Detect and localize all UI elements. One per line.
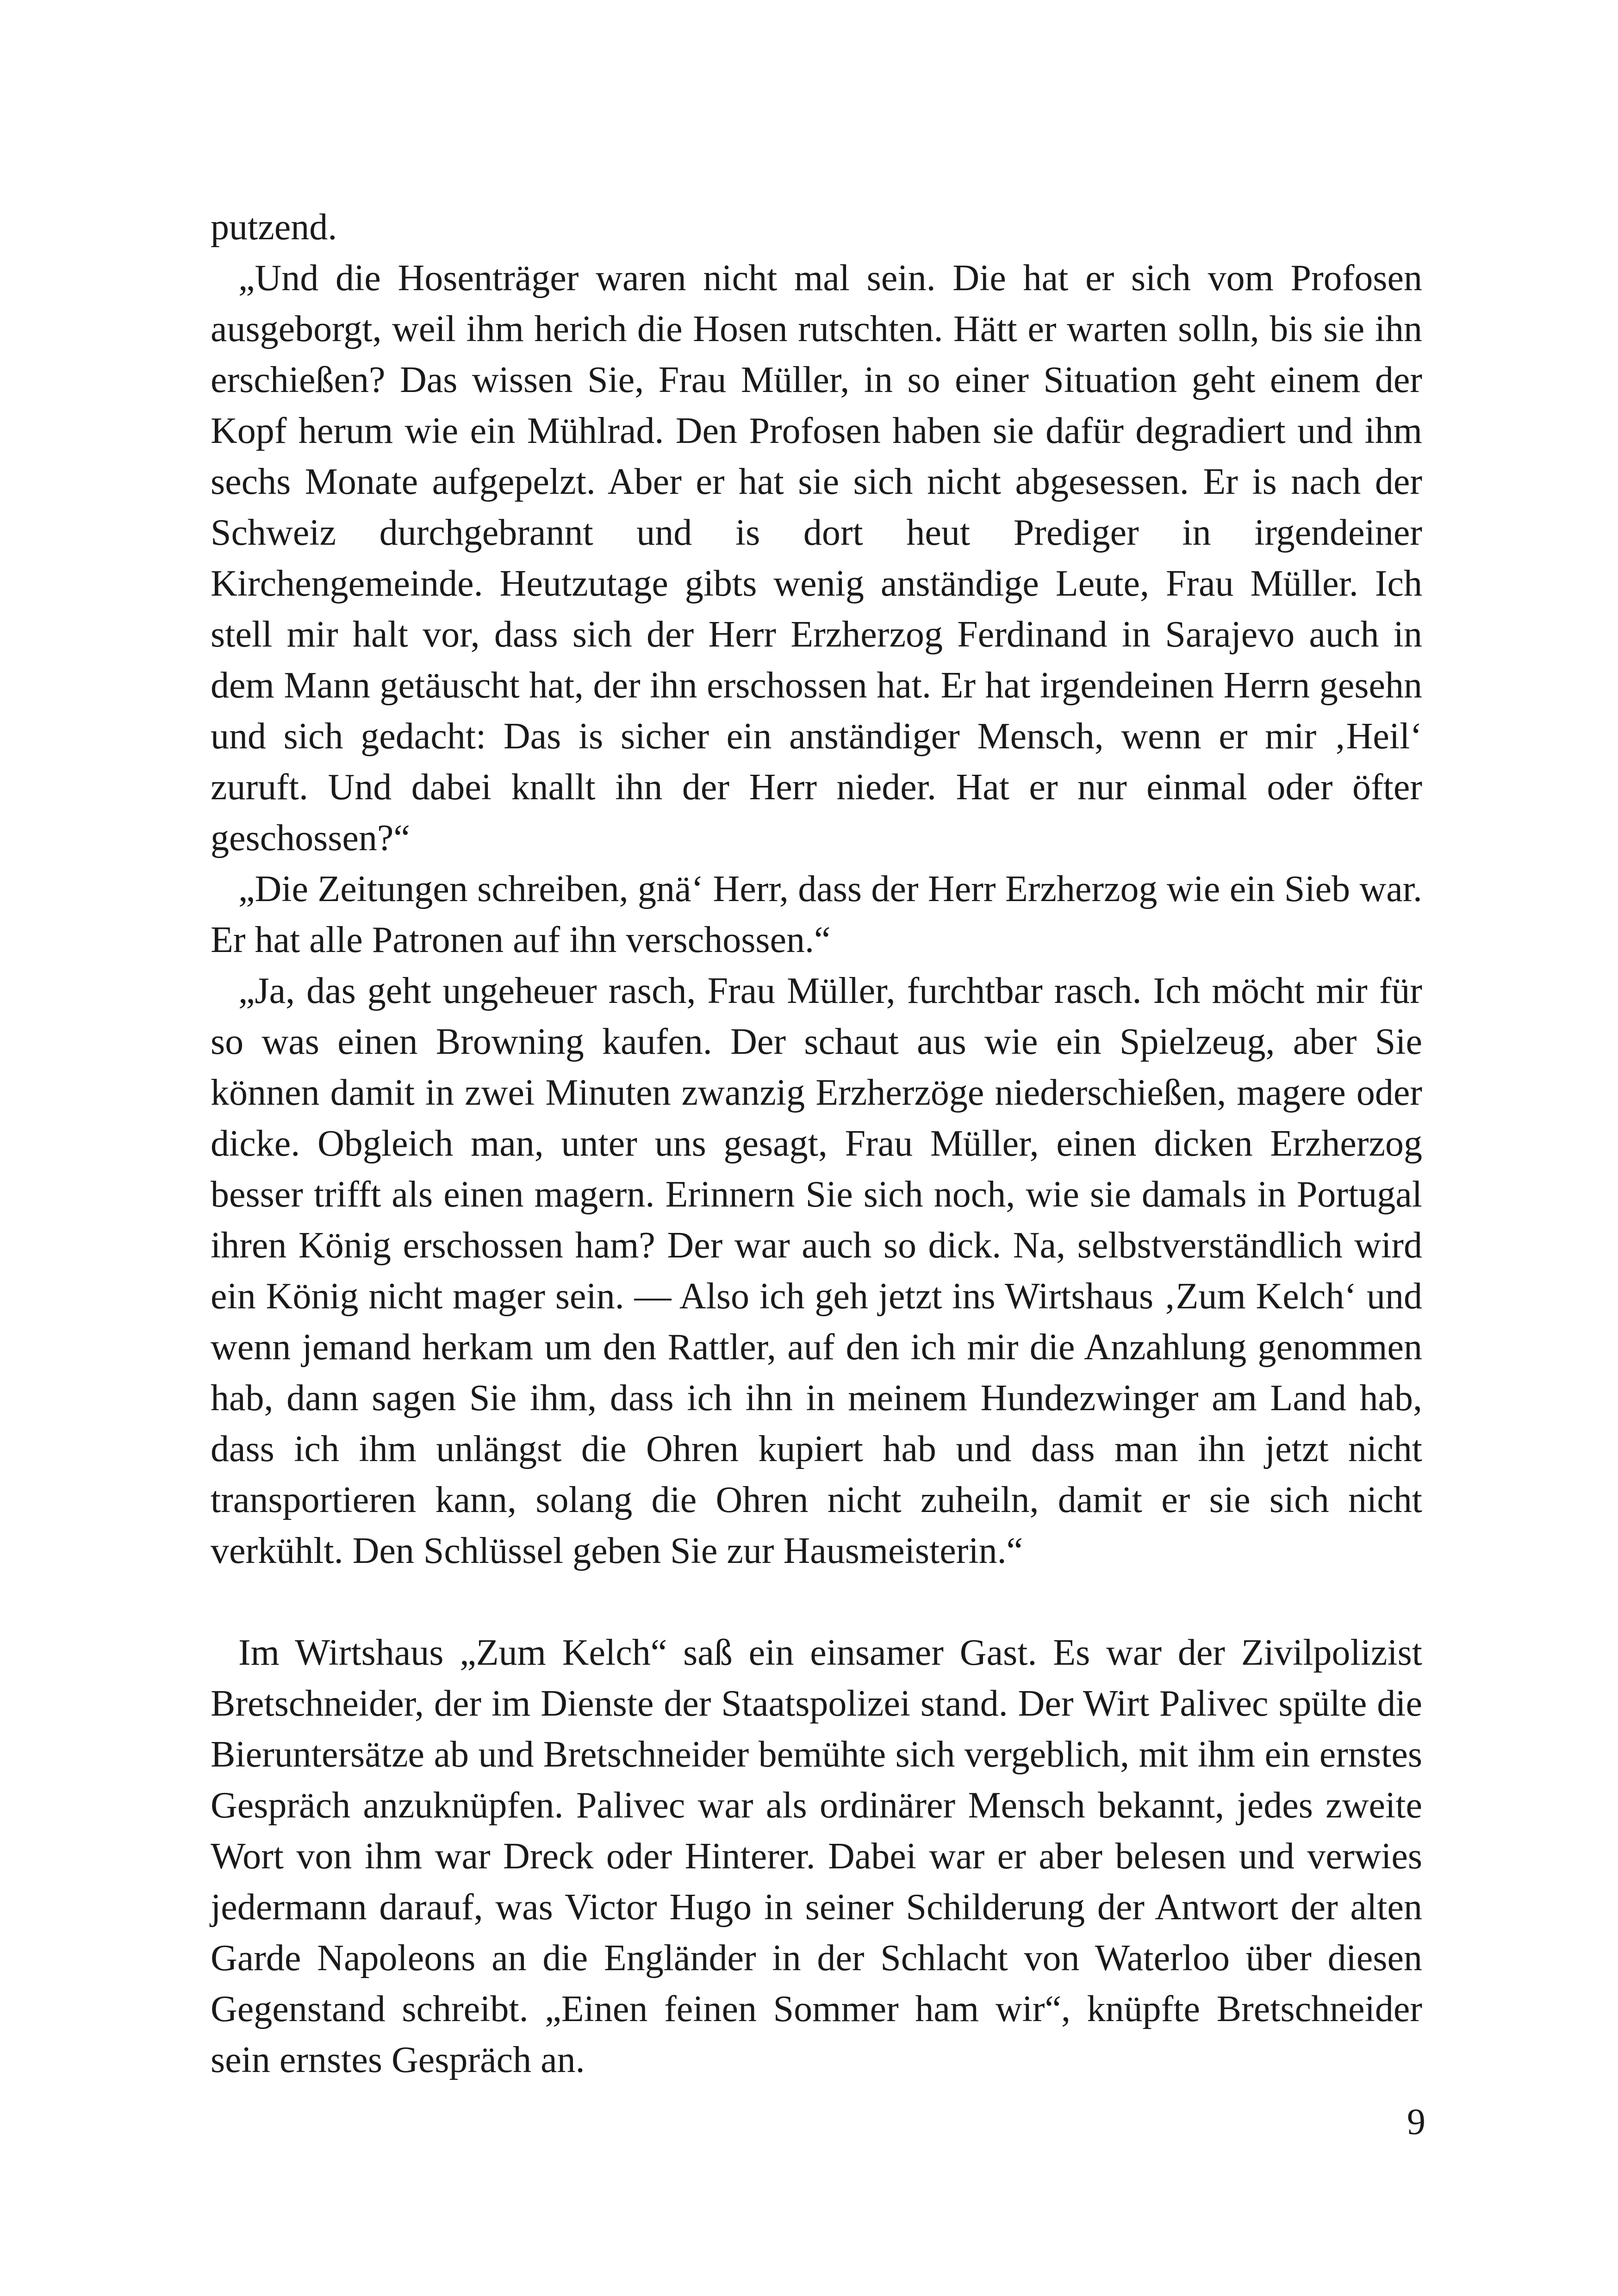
paragraph-dialogue-2: „Die Zeitungen schreiben, gnä‘ Herr, dass der Herr Erzherzog wie ein Sieb war. Er hat alle Patronen auf ihn verschossen.“ xyxy=(211,869,1422,960)
paragraph-narrative: Im Wirtshaus „Zum Kelch“ saß ein einsamer Gast. Es war der Zivilpolizist Bretschneider, der im Dienste der Staatspolizei stand. Der Wirt Palivec spülte die Bieruntersätze ab und Bretschneider bemühte sich vergeblich, mit ihm ein ernstes Gespräch anzuknüpfen. Palivec war als ordinärer Mensch bekannt, jedes zweite Wort von ihm war Dreck oder Hinterer. Dabei war er aber belesen und verwies jedermann darauf, was Victor Hugo in seiner Schilderung der Antwort der alten Garde Napoleons an die Engländer in der Schlacht von Waterloo über diesen Gegenstand schreibt. „Einen feinen Sommer ham wir“, knüpfte Bretschneider sein ernstes Gespräch an. xyxy=(211,1632,1422,2080)
page-number: 9 xyxy=(1407,2102,1425,2142)
paragraph-dialogue-1: „Und die Hosenträger waren nicht mal sein. Die hat er sich vom Profosen ausgeborgt, weil ihm herich die Hosen rutschten. Hätt er warten solln, bis sie ihn erschießen? Das wissen Sie, Frau Müller, in so einer Situation geht einem der Kopf herum wie ein Mühlrad. Den Profosen haben sie dafür degradiert und ihm sechs Monate aufgepelzt. Aber er hat sie sich nicht abgesessen. Er is nach der Schweiz durchgebrannt und is dort heut Prediger in irgendeiner Kirchengemeinde. Heutzutage gibts wenig anständige Leute, Frau Müller. Ich stell mir halt vor, dass sich der Herr Erzherzog Ferdinand in Sarajevo auch in dem Mann getäuscht hat, der ihn erschossen hat. Er hat irgendeinen Herrn gesehn und sich gedacht: Das is sicher ein anständiger Mensch, wenn er mir ‚Heil‘ zuruft. Und dabei knallt ihn der Herr nieder. Hat er nur einmal oder öfter geschossen?“ xyxy=(211,258,1422,859)
body-text xyxy=(211,202,1422,2085)
paragraph-continuation: putzend. xyxy=(211,207,337,248)
paragraph-dialogue-3: „Ja, das geht ungeheuer rasch, Frau Müller, furchtbar rasch. Ich möcht mir für so was einen Browning kaufen. Der schaut aus wie ein Spielzeug, aber Sie können damit in zwei Minuten zwanzig Erzherzöge niederschießen, magere oder dicke. Obgleich man, unter uns gesagt, Frau Müller, einen dicken Erzherzog besser trifft als einen magern. Erinnern Sie sich noch, wie sie damals in Portugal ihren König erschossen ham? Der war auch so dick. Na, selbstverständlich wird ein König nicht mager sein. — Also ich geh jetzt ins Wirtshaus ‚Zum Kelch‘ und wenn jemand herkam um den Rattler, auf den ich mir die Anzahlung genommen hab, dann sagen Sie ihm, dass ich ihn in meinem Hundezwinger am Land hab, dass ich ihm unlängst die Ohren kupiert hab und dass man ihn jetzt nicht transportieren kann, solang die Ohren nicht zuheiln, damit er sie sich nicht verkühlt. Den Schlüssel geben Sie zur Hausmeisterin.“ xyxy=(211,971,1422,1571)
